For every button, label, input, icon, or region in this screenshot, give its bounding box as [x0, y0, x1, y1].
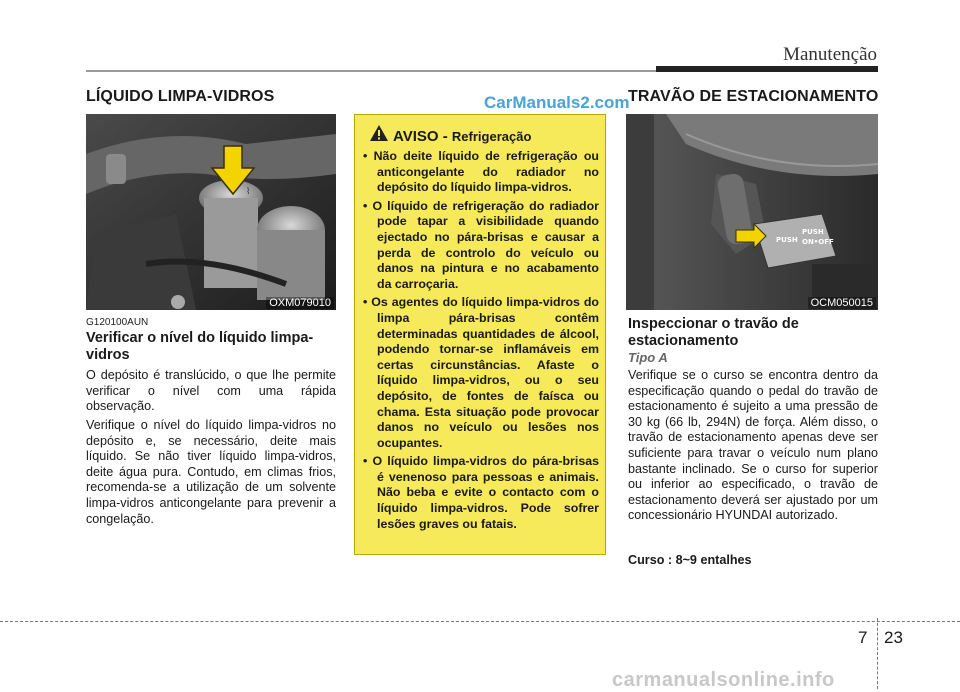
left-subheading: Verificar o nível do líquido limpa-vidros — [86, 330, 314, 363]
svg-text:⌇: ⌇ — [246, 187, 251, 197]
left-paragraph-1: O depósito é translúcido, o que lhe permite verificar o nível com uma rápida observação. — [86, 368, 336, 414]
left-section-title: LÍQUIDO LIMPA-VIDROS — [86, 88, 275, 105]
footer-rule — [0, 621, 960, 622]
warning-item: • O líquido de refrigeração do radiador pode tapar a visibilidade quando ejectado no pára-brisas e causar a perda de controlo do veículo ou danos na pintura e no acabamento da carroçaria. — [363, 198, 599, 291]
reference-code: G120100AUN — [86, 317, 149, 328]
warning-item: • O líquido limpa-vidros do pára-brisas é venenoso para pessoas e animais. Não beba e evite o contacto com o líquido limpa-vidros. Pode sofrer lesões graves ou fatais. — [363, 454, 599, 531]
pedal-label-onoff: PUSH — [802, 228, 824, 236]
chapter-number: 7 — [858, 628, 868, 647]
warning-title-label: AVISO - — [393, 128, 448, 145]
parking-brake-photo — [626, 114, 878, 310]
right-paragraph: Verifique se o curso se encontra dentro da especificação quando o pedal do travão de estacionamento é sujeito a uma pressão de 30 kg (66 lb, 294N) de força. Além disso, o travão de estacionamento apenas deve ser suficiente para travar o veículo num plano bastante inclinado. Se o curso for superior ou inferior ao especificado, o travão de estacionamento deverá ser ajustado por um concessionário HYUNDAI autorizado. — [628, 368, 878, 523]
warning-subtitle: Refrigeração — [451, 129, 532, 144]
right-subheading: Inspeccionar o travão de estacionamento — [628, 316, 799, 349]
watermark-bottom: carmanualsonline.info — [612, 669, 835, 691]
right-section-title: TRAVÃO DE ESTACIONAMENTO — [628, 88, 879, 105]
header-rule — [86, 70, 656, 72]
section-header-title: Manutenção — [783, 44, 877, 65]
parking-brake-illustration — [626, 114, 878, 310]
pedal-label-onoff-2: ON•OFF — [802, 238, 834, 246]
photo-code: OCM050015 — [808, 297, 876, 309]
warning-triangle-icon — [369, 124, 389, 142]
warning-box — [354, 114, 606, 555]
footer-divider — [877, 618, 878, 689]
warning-item: • Os agentes do líquido limpa-vidros do limpa pára-brisas contêm determinadas quantidades de álcool, podendo tornar-se inflamáveis em certas circunstâncias. Afaste o líquido limpa-vidros, ou o seu depósito, de fontes de faísca ou chama. Esta situação pode provocar danos no veículo ou lesões nos ocupantes. — [363, 295, 599, 450]
warning-list — [363, 149, 599, 535]
warning-item: • Não deite líquido de refrigeração ou anticongelante do radiador no depósito do líquido limpa-vidros. — [363, 149, 599, 195]
page-number: 23 — [884, 628, 903, 647]
watermark-top: CarManuals2.com — [484, 93, 630, 112]
pedal-label-small: PUSH — [776, 236, 798, 244]
warning-title — [393, 128, 531, 145]
type-label: Tipo A — [628, 350, 668, 365]
stroke-spec: Curso : 8~9 entalhes — [628, 553, 752, 567]
left-paragraph-2: Verifique o nível do líquido limpa-vidros no depósito e, se necessário, deite mais líquido. Se não tiver líquido limpa-vidros, deite água pura. Contudo, em climas frios, recomenda-se a utilização de um solvente limpa-vidros anticongelante para prevenir a congelação. — [86, 418, 336, 526]
washer-reservoir-photo — [86, 114, 336, 310]
photo-code: OXM079010 — [266, 297, 334, 309]
engine-bay-illustration — [86, 114, 336, 310]
header-bar — [656, 66, 878, 72]
